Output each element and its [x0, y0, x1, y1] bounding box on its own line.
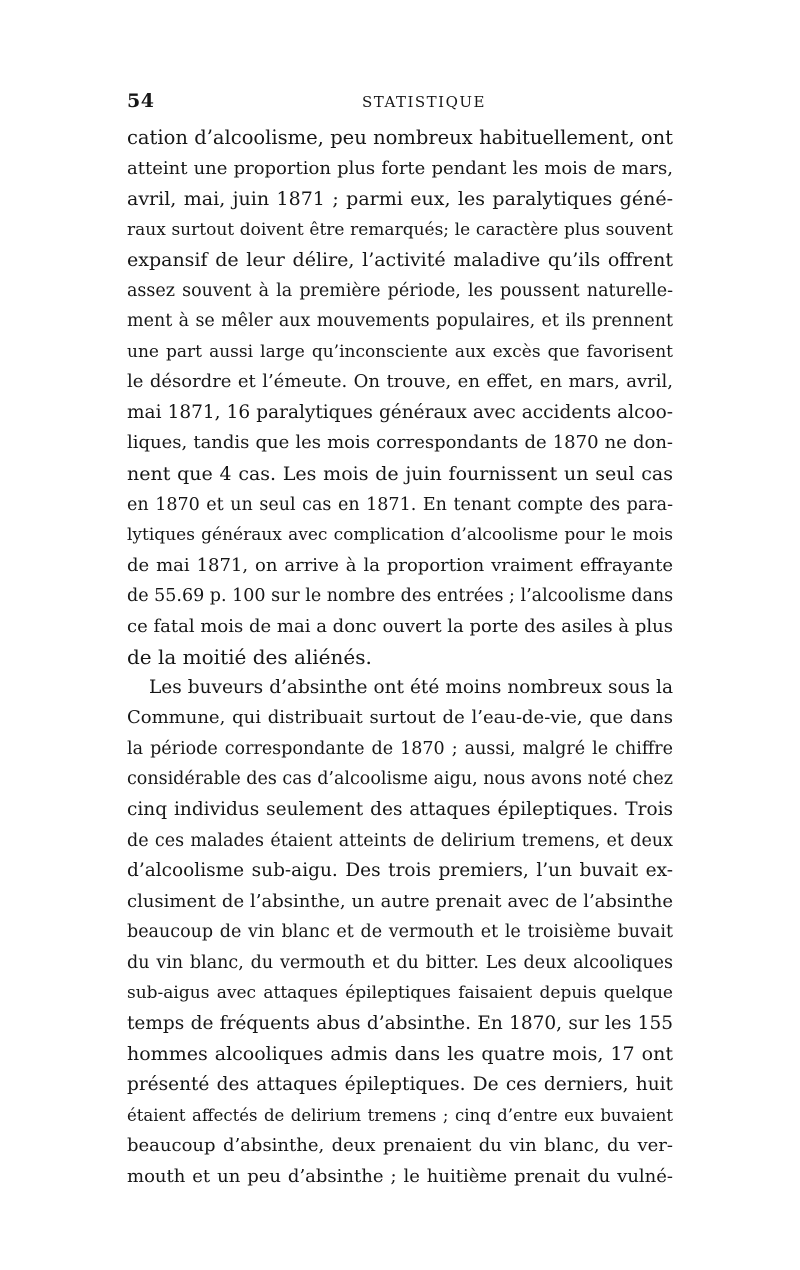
page-number: 54: [127, 90, 155, 112]
text-line: beaucoup de vin blanc et de vermouth et le troisième buvait: [127, 922, 673, 943]
paragraph-first-line: Les buveurs d’absinthe ont été moins nombreux sous la: [149, 676, 673, 698]
text-line: la période correspondante de 1870 ; aussi, malgré le chiffre: [127, 738, 673, 759]
body-text: [127, 123, 673, 1192]
text-line: mouth et un peu d’absinthe ; le huitième prenait du vulné-: [127, 1165, 673, 1187]
text-line: avril, mai, juin 1871 ; parmi eux, les paralytiques géné-: [127, 188, 673, 211]
text-line: cinq individus seulement des attaques épileptiques. Trois: [127, 799, 673, 821]
text-line: clusiment de l’absinthe, un autre prenait avec de l’absinthe: [127, 890, 673, 912]
running-head: [127, 90, 672, 112]
running-title: STATISTIQUE: [362, 93, 486, 111]
text-line: beaucoup d’absinthe, deux prenaient du vin blanc, du ver-: [127, 1135, 673, 1157]
text-line: du vin blanc, du vermouth et du bitter. Les deux alcooliques: [127, 952, 673, 973]
text-line: expansif de leur délire, l’activité maladive qu’ils offrent: [127, 249, 673, 272]
text-line: assez souvent à la première période, les poussent naturelle-: [127, 280, 673, 301]
text-line: hommes alcooliques admis dans les quatre mois, 17 ont: [127, 1043, 673, 1066]
text-line: lytiques généraux avec complication d’alcoolisme pour le mois: [127, 525, 673, 546]
text-line: ment à se mêler aux mouvements populaires, et ils prennent: [127, 311, 673, 332]
text-line: le désordre et l’émeute. On trouve, en effet, en mars, avril,: [127, 371, 673, 393]
text-line: liques, tandis que les mois correspondants de 1870 ne don-: [127, 432, 673, 454]
text-line: présenté des attaques épileptiques. De ces derniers, huit: [127, 1073, 673, 1095]
text-line: raux surtout doivent être remarqués; le caractère plus souvent: [127, 219, 673, 240]
text-line: cation d’alcoolisme, peu nombreux habituellement, ont: [127, 126, 673, 149]
text-line: considérable des cas d’alcoolisme aigu, nous avons noté chez: [127, 769, 673, 790]
paragraph-last-line: de la moitié des aliénés.: [127, 645, 372, 670]
text-line: mai 1871, 16 paralytiques généraux avec accidents alcoo-: [127, 401, 673, 423]
text-line: une part aussi large qu’inconsciente aux excès que favorisent: [127, 341, 673, 362]
text-line: nent que 4 cas. Les mois de juin fournissent un seul cas: [127, 463, 673, 486]
text-line: ce fatal mois de mai a donc ouvert la porte des asiles à plus: [127, 615, 673, 637]
text-line: de mai 1871, on arrive à la proportion vraiment effrayante: [127, 554, 673, 576]
text-line: de 55.69 p. 100 sur le nombre des entrées ; l’alcoolisme dans: [127, 586, 673, 607]
text-line: temps de fréquents abus d’absinthe. En 1870, sur les 155: [127, 1012, 673, 1034]
text-line: d’alcoolisme sub-aigu. Des trois premiers, l’un buvait ex-: [127, 860, 673, 882]
text-line: Commune, qui distribuait surtout de l’eau-de-vie, que dans: [127, 707, 673, 729]
text-line: en 1870 et un seul cas en 1871. En tenant compte des para-: [127, 494, 673, 515]
text-line: étaient affectés de delirium tremens ; cinq d’entre eux buvaient: [127, 1105, 673, 1125]
text-line: de ces malades étaient atteints de delirium tremens, et deux: [127, 830, 673, 851]
text-line: atteint une proportion plus forte pendant les mois de mars,: [127, 157, 673, 179]
text-line: sub-aigus avec attaques épileptiques faisaient depuis quelque: [127, 983, 673, 1004]
